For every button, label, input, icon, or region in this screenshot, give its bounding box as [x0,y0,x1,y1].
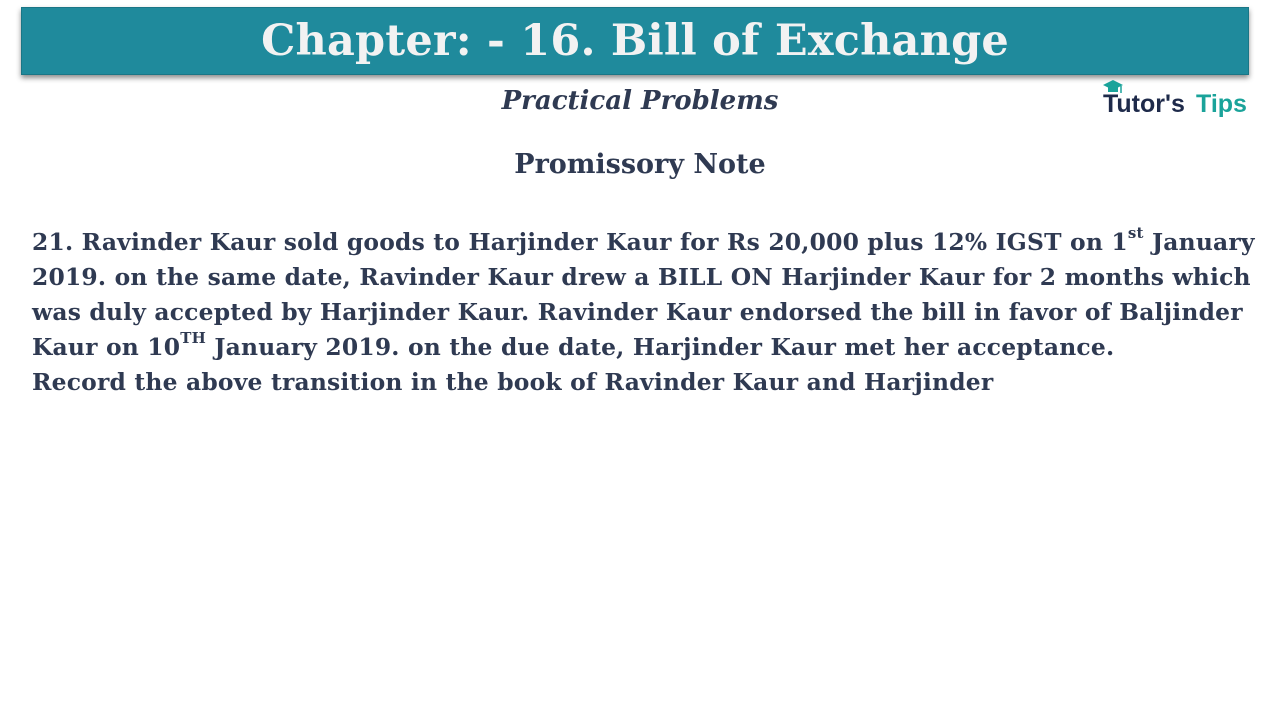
problem-line-4-end: January 2019. on the due date, Harjinder Kaur met her acceptance. [206,333,1115,361]
problem-text [32,225,1272,400]
problem-line-1-text: 21. Ravinder Kaur sold goods to Harjinder Kaur for Rs 20,000 plus 12% IGST on 1 [32,228,1128,256]
ordinal-suffix: st [1127,224,1144,243]
problem-line-2: 2019. on the same date, Ravinder Kaur drew a BILL ON Harjinder Kaur for 2 months which [32,263,1251,291]
problem-line-4-text: Kaur on 10 [32,333,181,361]
logo-text-tutors: Tutor's [1103,90,1185,118]
problem-line-1-end: January [1143,228,1255,256]
problem-line-1 [32,225,1272,260]
logo-text-tips: Tips [1196,90,1247,118]
title-banner [21,7,1249,75]
chapter-title: Chapter: - 16. Bill of Exchange [261,16,1009,66]
subtitle: Practical Problems [501,86,779,116]
ordinal-suffix: TH [180,329,207,348]
problem-line-4 [32,330,1272,365]
section-title: Promissory Note [514,149,766,180]
problem-line-3: was duly accepted by Harjinder Kaur. Ravinder Kaur endorsed the bill in favor of Baljinder [32,298,1243,326]
problem-line-5: Record the above transition in the book of Ravinder Kaur and Harjinder [32,368,994,396]
tutors-tips-logo [1100,78,1250,122]
